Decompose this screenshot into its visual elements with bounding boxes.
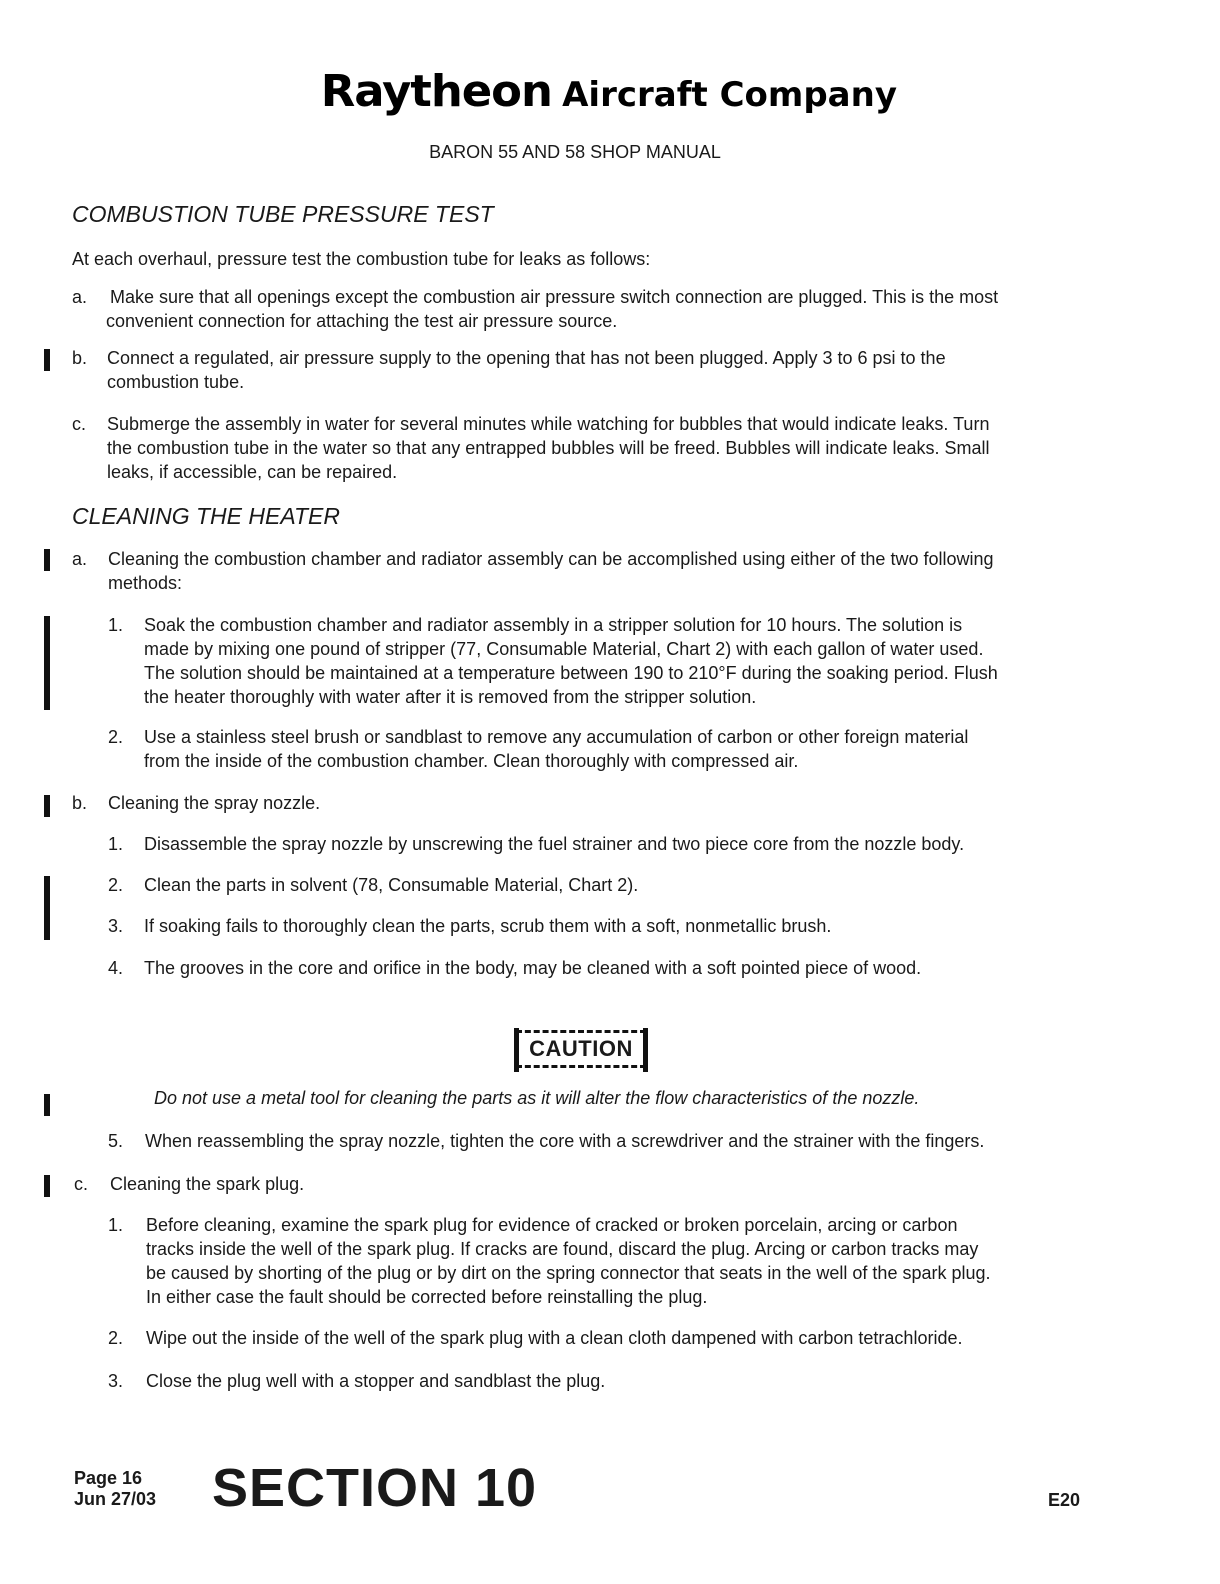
item-label: 3. — [108, 916, 124, 936]
item-line: Submerge the assembly in water for several minutes while watching for bubbles that would indicate leaks. Turn — [107, 414, 990, 434]
item-label: c. — [72, 414, 87, 434]
item-line: Cleaning the combustion chamber and radiator assembly can be accomplished using either of the two following — [108, 549, 994, 569]
caution-text: Do not use a metal tool for cleaning the parts as it will alter the flow characteristics of the nozzle. — [154, 1088, 920, 1108]
item-line: the heater thoroughly with water after it is removed from the stripper solution. — [144, 687, 757, 707]
item-label: c. — [74, 1174, 89, 1194]
item-line: be caused by shorting of the plug or by dirt on the spring connector that seats in the well of the spark plug. — [146, 1263, 991, 1283]
change-bar — [44, 349, 50, 371]
item-label: b. — [72, 793, 88, 813]
item-line: Connect a regulated, air pressure supply to the opening that has not been plugged. Apply 3 to 6 psi to the — [107, 348, 946, 368]
item-line: Disassemble the spray nozzle by unscrewing the fuel strainer and two piece core from the nozzle body. — [144, 834, 965, 854]
item-line: the combustion tube in the water so that any entrapped bubbles will be freed. Bubbles will indicate leaks. Small — [107, 438, 990, 458]
item-label: 2. — [108, 875, 124, 895]
page-number: Page 16 — [74, 1468, 143, 1488]
item-label: b. — [72, 348, 88, 368]
item-label: 1. — [108, 1215, 124, 1235]
item-label: 1. — [108, 615, 124, 635]
item-line: Before cleaning, examine the spark plug for evidence of cracked or broken porcelain, arcing or carbon — [146, 1215, 958, 1235]
item-label: a. — [72, 287, 88, 307]
item-label: a. — [72, 549, 88, 569]
company-name: Aircraft Company — [562, 75, 897, 115]
item-line: If soaking fails to thoroughly clean the parts, scrub them with a soft, nonmetallic brush. — [144, 916, 832, 936]
item-line: Wipe out the inside of the well of the spark plug with a clean cloth dampened with carbon tetrachloride. — [146, 1328, 963, 1348]
change-bar — [44, 1175, 50, 1197]
item-line: When reassembling the spray nozzle, tighten the core with a screwdriver and the strainer with the fingers. — [145, 1131, 985, 1151]
page-info — [74, 1468, 156, 1510]
item-label: 2. — [108, 727, 124, 747]
item-label: 5. — [108, 1131, 124, 1151]
item-line: The solution should be maintained at a temperature between 190 to 210°F during the soaking period. Flush — [144, 663, 998, 683]
change-bar — [44, 795, 50, 817]
item-label: 1. — [108, 834, 124, 854]
item-line: In either case the fault should be corrected before reinstalling the plug. — [146, 1287, 708, 1307]
section-heading-pressure-test: COMBUSTION TUBE PRESSURE TEST — [72, 201, 494, 227]
item-label: 4. — [108, 958, 124, 978]
item-line: Soak the combustion chamber and radiator assembly in a stripper solution for 10 hours. The solution is — [144, 615, 963, 635]
caution-label: CAUTION — [529, 1036, 633, 1061]
item-line: Make sure that all openings except the combustion air pressure switch connection are plugged. This is the most — [110, 287, 999, 307]
change-bar — [44, 1094, 50, 1116]
item-line: from the inside of the combustion chamber. Clean thoroughly with compressed air. — [144, 751, 799, 771]
caution-badge — [516, 1030, 646, 1068]
item-line: tracks inside the well of the spark plug. If cracks are found, discard the plug. Arcing or carbon tracks may — [146, 1239, 979, 1259]
item-line: Cleaning the spray nozzle. — [108, 793, 321, 813]
company-logo — [0, 66, 1220, 117]
change-bar — [44, 616, 50, 710]
item-line: methods: — [108, 573, 183, 593]
item-line: Clean the parts in solvent (78, Consumable Material, Chart 2). — [144, 875, 639, 895]
effectivity-code: E20 — [1048, 1490, 1081, 1510]
item-line: made by mixing one pound of stripper (77, Consumable Material, Chart 2) with each gallon of water used. — [144, 639, 984, 659]
item-label: 2. — [108, 1328, 124, 1348]
item-line: Use a stainless steel brush or sandblast to remove any accumulation of carbon or other foreign material — [144, 727, 969, 747]
item-line: The grooves in the core and orifice in the body, may be cleaned with a soft pointed piece of wood. — [144, 958, 922, 978]
item-line: combustion tube. — [107, 372, 245, 392]
item-line: Close the plug well with a stopper and sandblast the plug. — [146, 1371, 606, 1391]
change-bar — [44, 876, 50, 940]
section-intro: At each overhaul, pressure test the combustion tube for leaks as follows: — [72, 249, 651, 269]
section-heading-cleaning: CLEANING THE HEATER — [72, 503, 340, 529]
item-line: convenient connection for attaching the test air pressure source. — [106, 311, 618, 331]
item-label: 3. — [108, 1371, 124, 1391]
revision-date: Jun 27/03 — [74, 1489, 157, 1509]
item-line: leaks, if accessible, can be repaired. — [107, 462, 398, 482]
manual-title: BARON 55 AND 58 SHOP MANUAL — [429, 142, 721, 162]
change-bar — [44, 549, 50, 571]
item-line: Cleaning the spark plug. — [110, 1174, 305, 1194]
brand-name: Raytheon — [320, 66, 552, 117]
section-label: SECTION 10 — [212, 1458, 538, 1518]
